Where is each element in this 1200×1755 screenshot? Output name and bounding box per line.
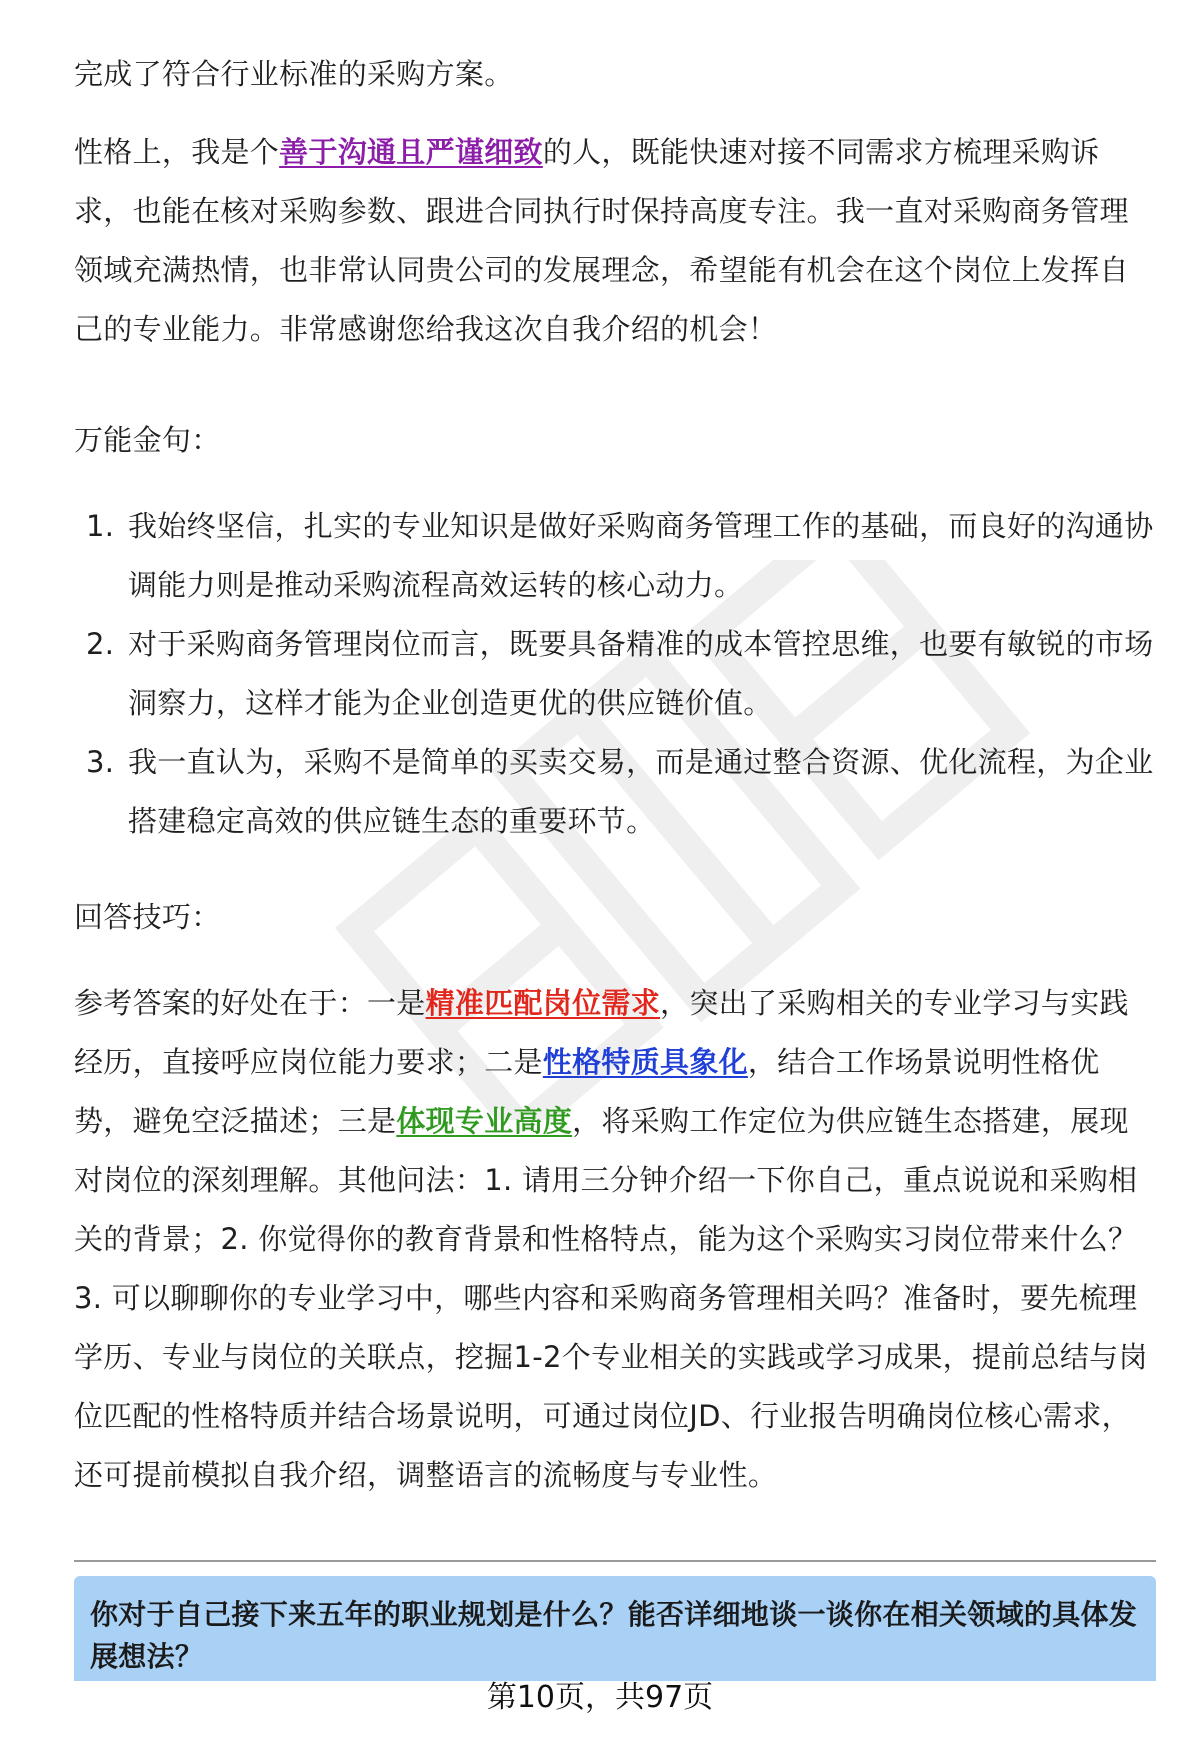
list-text: 我始终坚信，扎实的专业知识是做好采购商务管理工作的基础，而良好的沟通协调能力则是推动采购流程高效运转的核心动力。 <box>128 509 1154 602</box>
tips-text-2: ，突出了采购相关的专业学习与实践经历，直接呼应岗位能力要求；二是 <box>74 986 1129 1079</box>
tips-highlight-green: 体现专业高度 <box>396 1104 573 1138</box>
list-number: 1. <box>86 509 115 543</box>
paragraph-intro-end: 完成了符合行业标准的采购方案。 <box>74 57 514 91</box>
list-number: 3. <box>86 745 115 779</box>
tips-text-3: ，结合工作场景说明性格优势，避免空泛描述；三是 <box>74 1045 1100 1138</box>
golden-sentences-list <box>74 497 1156 851</box>
list-number: 2. <box>86 627 115 661</box>
section-divider <box>74 1560 1156 1562</box>
page-number: 第10页，共97页 <box>486 1680 714 1715</box>
list-text: 对于采购商务管理岗位而言，既要具备精准的成本管控思维，也要有敏锐的市场洞察力，这样才能为企业创造更优的供应链价值。 <box>128 627 1154 720</box>
next-question-text: 你对于自己接下来五年的职业规划是什么？能否详细地谈一谈你在相关领域的具体发展想法？ <box>90 1598 1138 1673</box>
list-text: 我一直认为，采购不是简单的买卖交易，而是通过整合资源、优化流程，为企业搭建稳定高效的供应链生态的重要环节。 <box>128 745 1154 838</box>
list-item <box>74 733 1156 851</box>
personality-text-end: 的人，既能快速对接不同需求方梳理采购诉求，也能在核对采购参数、跟进合同执行时保持高度专注。我一直对采购商务管理领域充满热情，也非常认同贵公司的发展理念，希望能有机会在这个岗位上发挥自己的专业能力。非常感谢您给我这次自我介绍的机会！ <box>74 135 1129 346</box>
paragraph-answer-tips <box>74 974 1156 1505</box>
tips-highlight-red: 精准匹配岗位需求 <box>425 986 661 1020</box>
list-item <box>74 615 1156 733</box>
tips-text-1: 参考答案的好处在于：一是 <box>74 986 426 1020</box>
heading-answer-tips: 回答技巧： <box>74 900 221 934</box>
heading-golden-sentences: 万能金句： <box>74 423 221 457</box>
next-question-box <box>74 1576 1156 1681</box>
personality-text-start: 性格上，我是个 <box>74 135 280 169</box>
paragraph-personality <box>74 123 1156 359</box>
personality-highlight: 善于沟通且严谨细致 <box>279 135 543 169</box>
tips-text-4: ，将采购工作定位为供应链生态搭建，展现对岗位的深刻理解。其他问法：1. 请用三分钟介绍一下你自己，重点说说和采购相关的背景；2. 你觉得你的教育背景和性格特点，能为这个采购实习岗位带来什么？3. 可以聊聊你的专业学习中，哪些内容和采购商务管理相关吗？准备时，要先梳理学历、专业与岗位的关联点，挖掘1-2个专业相关的实践或学习成果，提前总结与岗位匹配的性格特质并结合场景说明，可通过岗位JD、行业报告明确岗位核心需求，还可提前模拟自我介绍，调整语言的流畅度与专业性。 <box>74 1104 1148 1492</box>
tips-highlight-blue: 性格特质具象化 <box>542 1045 748 1079</box>
list-item <box>74 497 1156 615</box>
